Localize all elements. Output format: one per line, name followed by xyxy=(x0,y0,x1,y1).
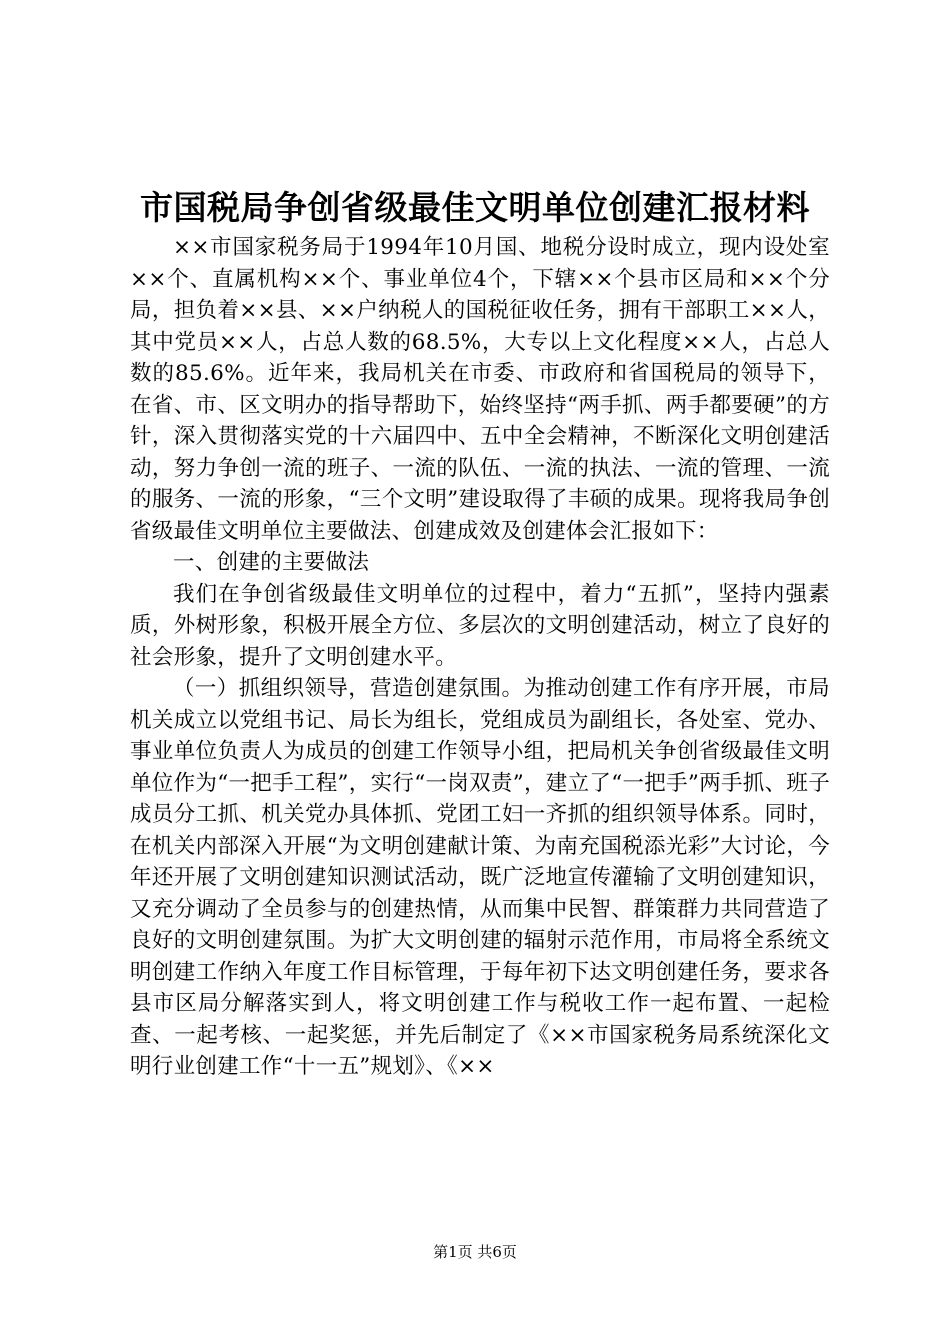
paragraph-intro: ××市国家税务局于1994年10月国、地税分设时成立，现内设处室××个、直属机构××个、事业单位4个，下辖××个县市区局和××个分局，担负着××县、××户纳税人的国税征收任务，拥有干部职工××人，其中党员××人，占总人数的68.5%，大专以上文化程度××人，占总人数的85.6%。近年来，我局机关在市委、市政府和省国税局的领导下，在省、市、区文明办的指导帮助下，始终坚持“两手抓、两手都要硬”的方针，深入贯彻落实党的十六届四中、五中全会精神，不断深化文明创建活动，努力争创一流的班子、一流的队伍、一流的执法、一流的管理、一流的服务、一流的形象，“三个文明”建设取得了丰硕的成果。现将我局争创省级最佳文明单位主要做法、创建成效及创建体会汇报如下： xyxy=(130,235,830,544)
section-heading: 一、创建的主要做法 xyxy=(173,550,370,575)
document-title: 市国税局争创省级最佳文明单位创建汇报材料 xyxy=(140,188,810,227)
page-number-footer: 第1页 共6页 xyxy=(433,1243,517,1261)
paragraph-overview: 我们在争创省级最佳文明单位的过程中，着力“五抓”，坚持内强素质，外树形象，积极开展全方位、多层次的文明创建活动，树立了良好的社会形象，提升了文明创建水平。 xyxy=(130,581,830,670)
document-body xyxy=(130,232,830,1083)
paragraph-organization: （一）抓组织领导，营造创建氛围。为推动创建工作有序开展，市局机关成立以党组书记、局长为组长，党组成员为副组长，各处室、党办、事业单位负责人为成员的创建工作领导小组，把局机关争创省级最佳文明单位作为“一把手工程”，实行“一岗双责”，建立了“一把手”两手抓、班子成员分工抓、机关党办具体抓、党团工妇一齐抓的组织领导体系。同时，在机关内部深入开展“为文明创建献计策、为南充国税添光彩”大讨论，今年还开展了文明创建知识测试活动，既广泛地宣传灌输了文明创建知识，又充分调动了全员参与的创建热情，从而集中民智、群策群力共同营造了良好的文明创建氛围。为扩大文明创建的辐射示范作用，市局将全系统文明创建工作纳入年度工作目标管理，于每年初下达文明创建任务，要求各县市区局分解落实到人，将文明创建工作与税收工作一起布置、一起检查、一起考核、一起奖惩，并先后制定了《××市国家税务局系统深化文明行业创建工作“十一五”规划》、《×× xyxy=(130,676,830,1079)
